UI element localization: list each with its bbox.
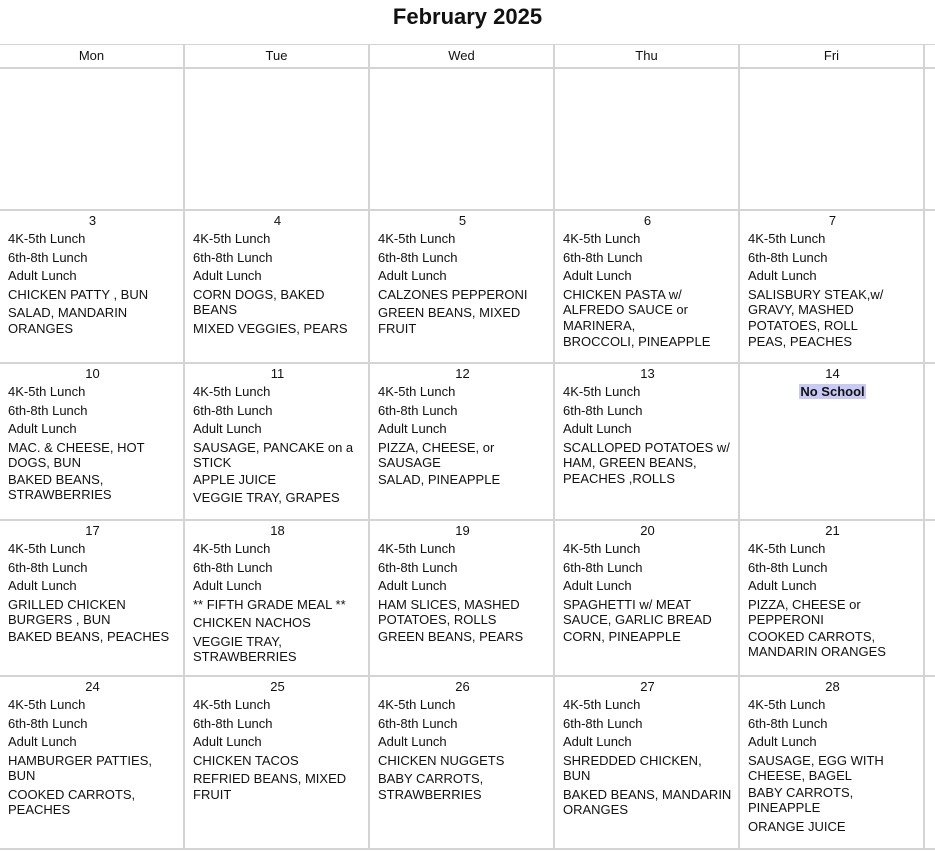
day-number: 21 [825,523,840,538]
weekday-header-fri: Fri [740,45,925,69]
week-row [0,211,935,364]
calendar-title: February 2025 [392,4,543,29]
menu-item: PIZZA, CHEESE, or SAUSAGE [378,439,495,470]
menu-item: HAMBURGER PATTIES, BUN [8,752,152,783]
day-cell [185,677,370,848]
lunch-group-label: 6th-8th Lunch [8,559,88,575]
day-number: 3 [88,213,97,228]
calendar-grid [0,44,935,850]
day-number: 11 [270,366,285,381]
overflow-day-cell [925,69,935,209]
day-number: 5 [458,213,467,228]
day-number: 14 [825,366,840,381]
lunch-group-label: Adult Lunch [193,268,262,283]
day-cell [740,211,925,362]
menu-item: BAKED BEANS, MANDARIN ORANGES [563,786,732,817]
lunch-group-label: 6th-8th Lunch [748,249,828,265]
no-school-note [748,384,917,400]
week-row [0,521,935,677]
lunch-group-label: 6th-8th Lunch [8,715,88,731]
lunch-group-label: 6th-8th Lunch [193,249,273,265]
menu-item: PIZZA, CHEESE or PEPPERONI [748,596,861,627]
day-cell [0,677,185,848]
lunch-group-label: 6th-8th Lunch [563,559,643,575]
weekday-header-wed: Wed [370,45,555,69]
weekday-header-tue: Tue [185,45,370,69]
day-cell [0,521,185,675]
lunch-group-label: 6th-8th Lunch [748,715,828,731]
overflow-day-cell [925,364,935,519]
lunch-group-label: 4K-5th Lunch [193,541,271,556]
day-cell [370,69,555,209]
lunch-group-label: 4K-5th Lunch [193,384,271,399]
day-cell [555,69,740,209]
lunch-group-label: Adult Lunch [378,578,447,593]
menu-item: SALAD, MANDARIN ORANGES [8,305,128,336]
lunch-group-label: 6th-8th Lunch [748,559,828,575]
menu-item: SPAGHETTI w/ MEAT SAUCE, GARLIC BREAD [563,596,712,627]
day-cell [185,521,370,675]
menu-item: BABY CARROTS, STRAWBERRIES [378,771,484,802]
lunch-group-label: 4K-5th Lunch [193,231,271,246]
menu-item: CHICKEN NUGGETS [378,752,505,768]
menu-item: SAUSAGE, PANCAKE on a STICK [193,439,354,470]
lunch-group-label: 4K-5th Lunch [563,384,641,399]
day-cell [740,69,925,209]
day-cell [185,364,370,519]
lunch-group-label: 6th-8th Lunch [193,559,273,575]
menu-item: GREEN BEANS, MIXED FRUIT [378,305,521,336]
day-number: 27 [640,679,655,694]
lunch-group-label: 6th-8th Lunch [378,715,458,731]
day-number: 19 [455,523,470,538]
week-row [0,364,935,521]
day-number [563,71,732,86]
lunch-group-label: Adult Lunch [193,421,262,436]
lunch-group-label: Adult Lunch [8,268,77,283]
lunch-group-label: 6th-8th Lunch [378,249,458,265]
menu-item: BABY CARROTS, PINEAPPLE [748,784,854,815]
day-number [748,71,917,86]
lunch-group-label: Adult Lunch [193,734,262,749]
day-cell [555,364,740,519]
day-cell [740,677,925,848]
menu-item: MIXED VEGGIES, PEARS [193,320,348,336]
day-number: 25 [270,679,285,694]
day-number: 10 [85,366,100,381]
lunch-group-label: 4K-5th Lunch [193,697,271,712]
lunch-group-label: 6th-8th Lunch [8,249,88,265]
lunch-group-label: Adult Lunch [748,578,817,593]
lunch-group-label: Adult Lunch [378,734,447,749]
menu-item: REFRIED BEANS, MIXED FRUIT [193,771,347,802]
day-cell [0,69,185,209]
lunch-group-label: Adult Lunch [563,268,632,283]
day-cell [370,364,555,519]
menu-item: SHREDDED CHICKEN, BUN [563,752,702,783]
menu-item: GREEN BEANS, PEARS [378,628,524,644]
lunch-group-label: 6th-8th Lunch [193,715,273,731]
day-cell [185,211,370,362]
menu-item: PEAS, PEACHES [748,334,853,349]
day-number: 4 [273,213,282,228]
lunch-group-label: 4K-5th Lunch [378,541,456,556]
day-cell [370,521,555,675]
lunch-group-label: Adult Lunch [748,268,817,283]
lunch-group-label: 4K-5th Lunch [8,541,86,556]
menu-item: ORANGE JUICE [748,818,846,834]
lunch-group-label: 4K-5th Lunch [378,384,456,399]
day-cell [0,211,185,362]
lunch-group-label: 4K-5th Lunch [8,697,86,712]
lunch-group-label: Adult Lunch [193,578,262,593]
lunch-group-label: 4K-5th Lunch [563,697,641,712]
lunch-group-label: 6th-8th Lunch [378,559,458,575]
day-cell [555,677,740,848]
menu-item: BAKED BEANS, PEACHES [8,628,170,644]
lunch-group-label: 4K-5th Lunch [563,541,641,556]
lunch-group-label: Adult Lunch [563,578,632,593]
day-number: 28 [825,679,840,694]
day-number: 26 [455,679,470,694]
day-number: 7 [828,213,837,228]
menu-item: CHICKEN PATTY , BUN [8,286,149,302]
menu-item: ** FIFTH GRADE MEAL ** [193,596,346,612]
day-cell [740,364,925,519]
overflow-day-cell [925,211,935,362]
menu-item: CHICKEN PASTA w/ ALFREDO SAUCE or MARINERA, [563,286,688,333]
lunch-group-label: Adult Lunch [563,734,632,749]
day-cell [0,364,185,519]
lunch-group-label: 6th-8th Lunch [193,402,273,418]
lunch-group-label: Adult Lunch [8,421,77,436]
day-number: 20 [640,523,655,538]
menu-item: COOKED CARROTS, MANDARIN ORANGES [748,628,886,659]
day-number [193,71,362,86]
day-number [8,71,177,86]
lunch-group-label: Adult Lunch [748,734,817,749]
lunch-group-label: Adult Lunch [8,578,77,593]
lunch-group-label: 6th-8th Lunch [8,402,88,418]
day-cell [555,521,740,675]
menu-item: VEGGIE TRAY, STRAWBERRIES [193,633,297,664]
day-cell [370,677,555,848]
lunch-group-label: 4K-5th Lunch [378,231,456,246]
menu-item: SCALLOPED POTATOES w/ HAM, GREEN BEANS, PEACHES ,ROLLS [563,439,730,486]
day-number: 24 [85,679,100,694]
lunch-group-label: 6th-8th Lunch [563,249,643,265]
weekday-header-mon: Mon [0,45,185,69]
lunch-group-label: 6th-8th Lunch [563,402,643,418]
lunch-group-label: 4K-5th Lunch [8,384,86,399]
menu-item: VEGGIE TRAY, GRAPES [193,490,340,505]
menu-item: CALZONES PEPPERONI [378,286,528,302]
week-row [0,69,935,211]
lunch-group-label: Adult Lunch [8,734,77,749]
menu-item: BAKED BEANS, STRAWBERRIES [8,471,112,502]
weekday-header-overflow [925,45,935,69]
menu-item: SALISBURY STEAK,w/ GRAVY, MASHED POTATOES, ROLL [748,286,884,333]
menu-item: GRILLED CHICKEN BURGERS , BUN [8,596,126,627]
menu-item: CHICKEN TACOS [193,752,299,768]
lunch-group-label: 4K-5th Lunch [748,541,826,556]
lunch-group-label: Adult Lunch [378,421,447,436]
day-cell [740,521,925,675]
overflow-day-cell [925,677,935,848]
lunch-group-label: 4K-5th Lunch [378,697,456,712]
lunch-group-label: Adult Lunch [563,421,632,436]
day-cell [555,211,740,362]
weekday-header-row [0,45,935,69]
day-number: 6 [643,213,652,228]
menu-item: APPLE JUICE [193,471,277,487]
day-cell [185,69,370,209]
menu-item: BROCCOLI, PINEAPPLE [563,334,711,349]
menu-item: SAUSAGE, EGG WITH CHEESE, BAGEL [748,752,884,783]
day-number: 13 [640,366,655,381]
lunch-group-label: 4K-5th Lunch [563,231,641,246]
menu-item: HAM SLICES, MASHED POTATOES, ROLLS [378,596,520,627]
menu-item: CHICKEN NACHOS [193,615,311,630]
overflow-day-cell [925,521,935,675]
day-number [378,71,547,86]
day-number: 17 [85,523,100,538]
lunch-group-label: 6th-8th Lunch [563,715,643,731]
menu-item: CORN DOGS, BAKED BEANS [193,286,325,317]
lunch-group-label: 6th-8th Lunch [378,402,458,418]
lunch-group-label: 4K-5th Lunch [748,697,826,712]
day-cell [370,211,555,362]
menu-item: MAC. & CHEESE, HOT DOGS, BUN [8,439,145,470]
menu-item: COOKED CARROTS, PEACHES [8,786,136,817]
no-school-label: No School [800,384,865,399]
menu-item: CORN, PINEAPPLE [563,628,681,644]
menu-item: SALAD, PINEAPPLE [378,471,501,487]
day-number: 12 [455,366,470,381]
lunch-group-label: Adult Lunch [378,268,447,283]
day-number: 18 [270,523,285,538]
lunch-group-label: 4K-5th Lunch [748,231,826,246]
week-row [0,677,935,850]
lunch-group-label: 4K-5th Lunch [8,231,86,246]
weekday-header-thu: Thu [555,45,740,69]
